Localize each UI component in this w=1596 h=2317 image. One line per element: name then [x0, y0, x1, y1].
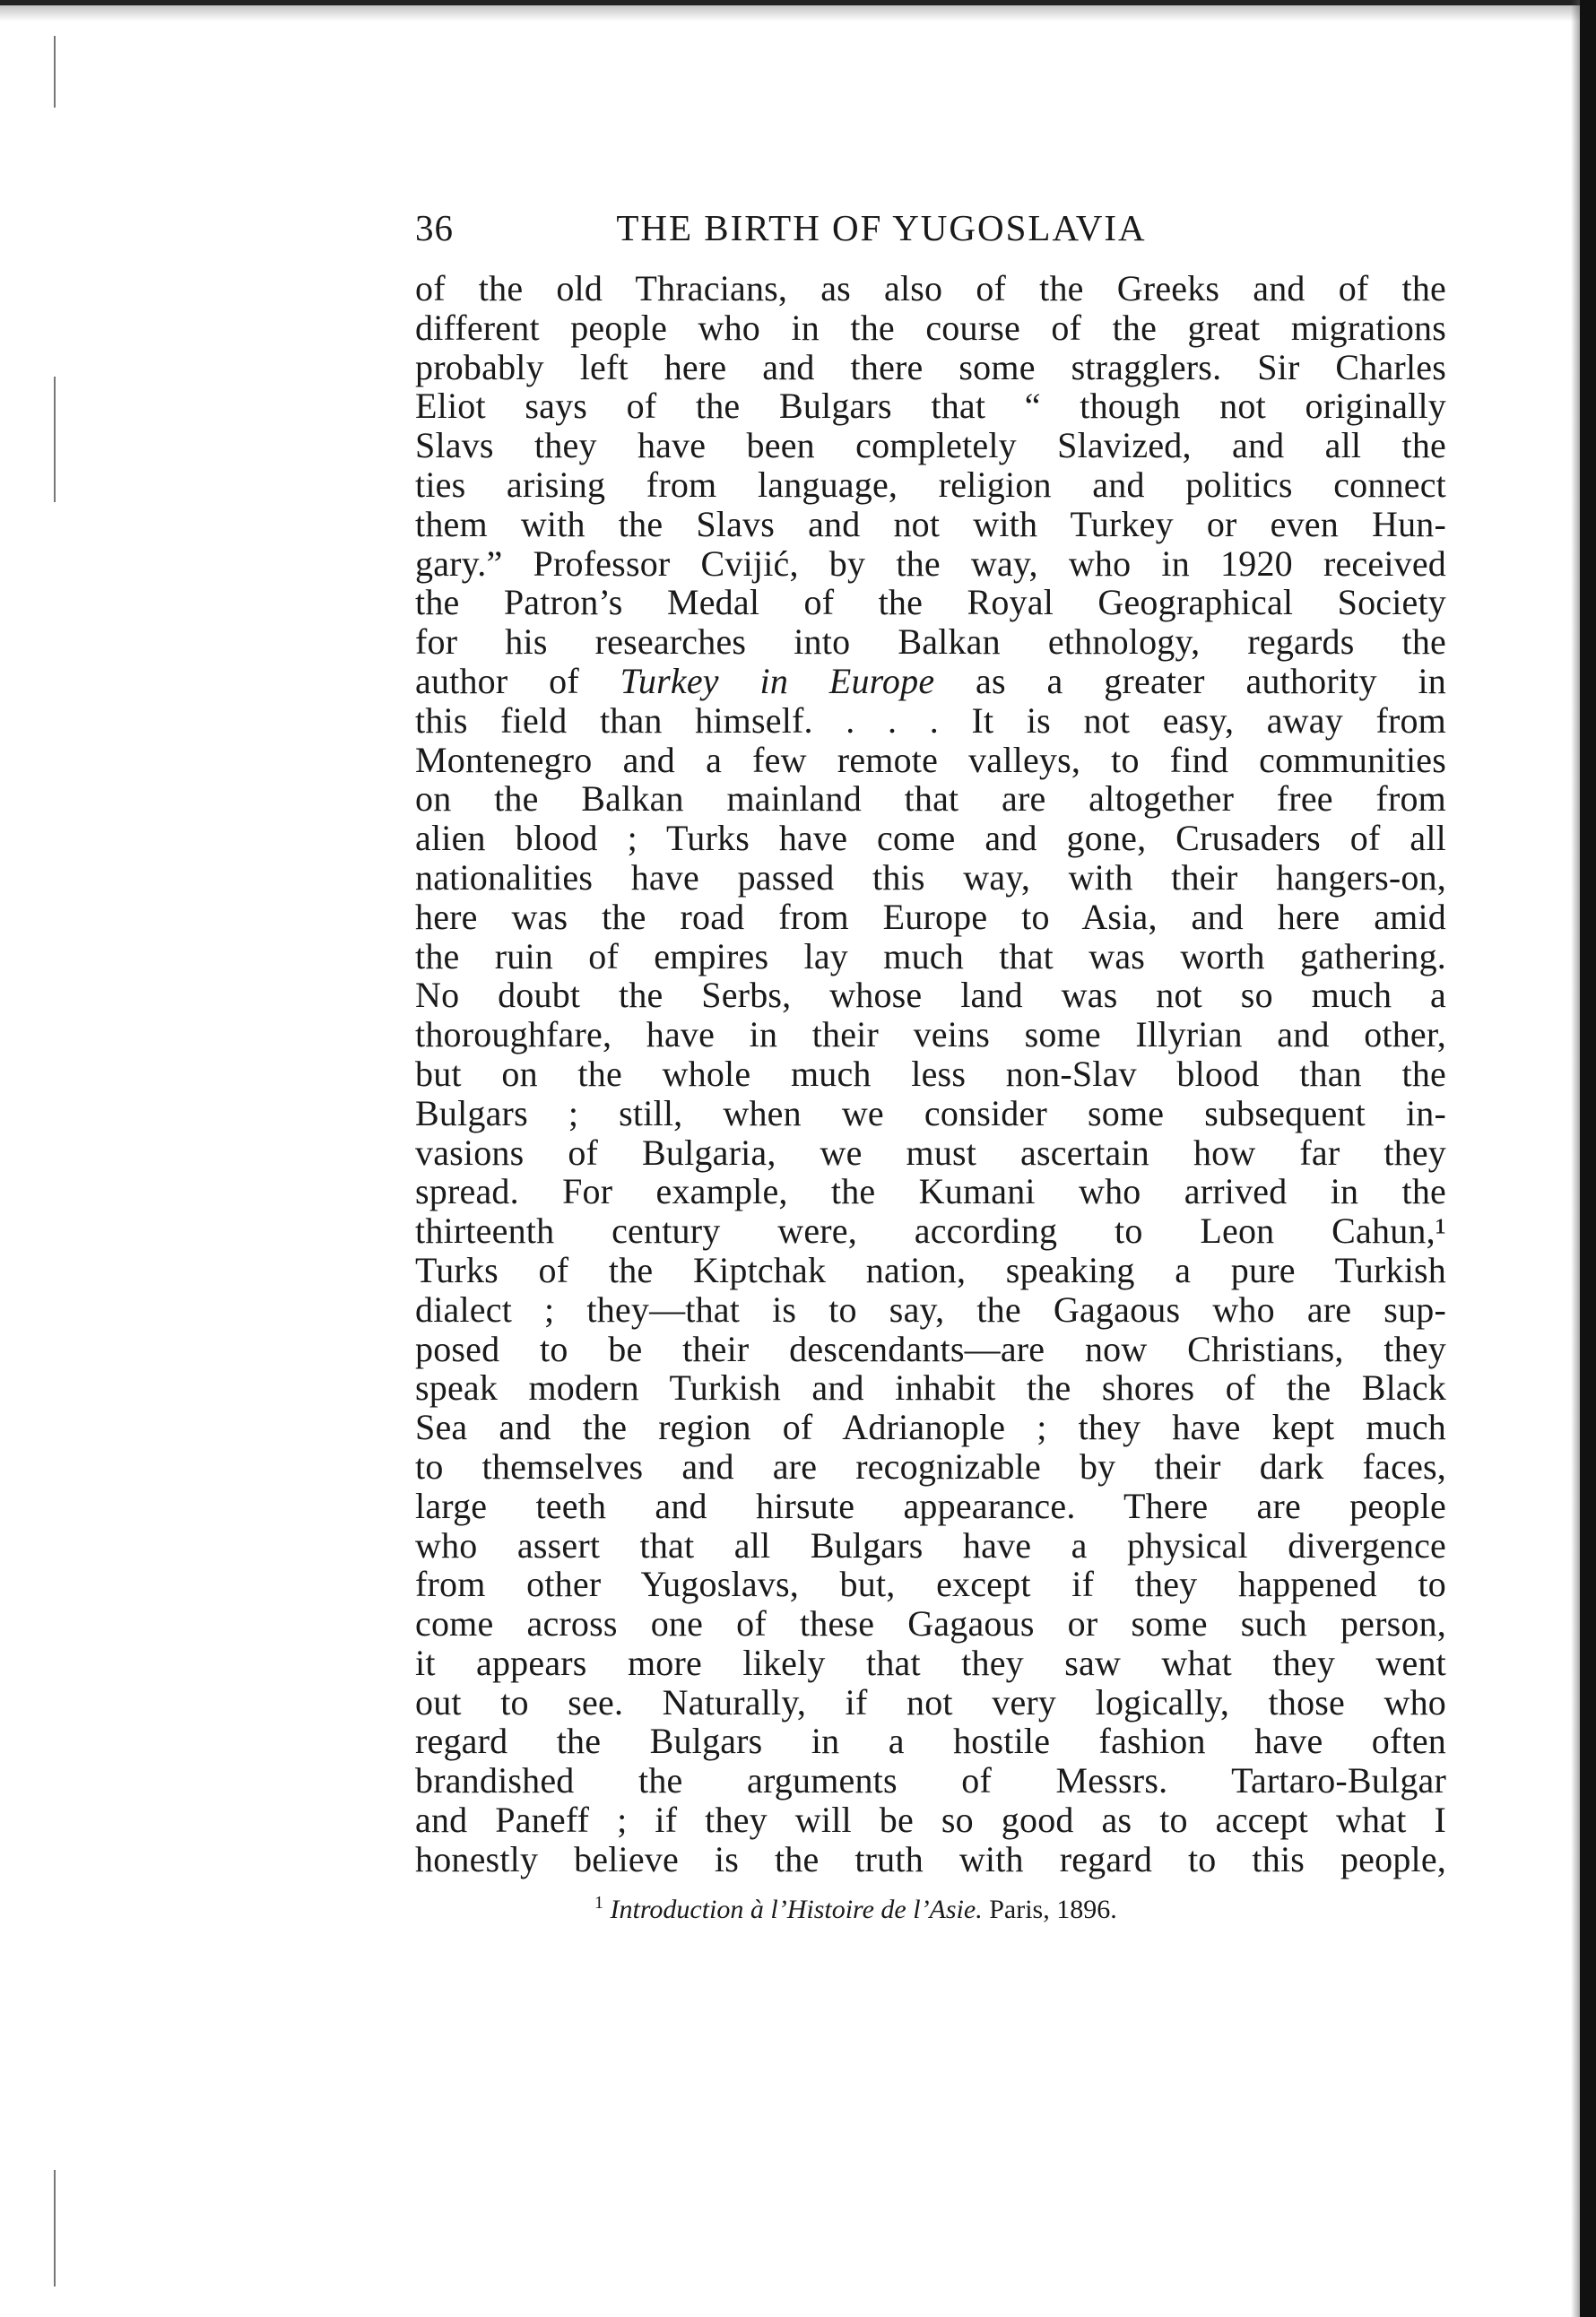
text-line: different people who in the course of the great migrations — [415, 307, 1446, 348]
text-line: ties arising from language, religion and politics connect — [415, 464, 1446, 505]
footnote-marker: 1 — [594, 1892, 603, 1913]
text-line: Sea and the region of Adrianople ; they have kept much — [415, 1407, 1446, 1448]
text-line: vasions of Bulgaria, we must ascertain how far they — [415, 1132, 1446, 1173]
text-line: of the old Thracians, as also of the Greeks and of the — [415, 268, 1446, 308]
text-line: Slavs they have been completely Slavized, and all the — [415, 425, 1446, 466]
text-line: out to see. Naturally, if not very logically, those who — [415, 1681, 1446, 1723]
footnote-title: Introduction à l’Histoire de l’Asie. — [610, 1894, 983, 1924]
text-line: regard the Bulgars in a hostile fashion have often — [415, 1721, 1446, 1762]
scan-mark-left — [54, 36, 56, 108]
text-line: this field than himself. . . . It is not easy, away from — [415, 699, 1446, 741]
text-line: come across one of these Gagaous or some such person, — [415, 1603, 1446, 1644]
text-line: dialect ; they—that is to say, the Gagaous who are sup- — [415, 1289, 1446, 1330]
text-line: Bulgars ; still, when we consider some subsequent in- — [415, 1092, 1446, 1133]
text-line: spread. For example, the Kumani who arrived in the — [415, 1171, 1446, 1212]
text-line: thoroughfare, have in their veins some Illyrian and other, — [415, 1014, 1446, 1055]
text-line: speak modern Turkish and inhabit the shores of the Black — [415, 1367, 1446, 1409]
text-line: honestly believe is the truth with regard to this people, — [415, 1838, 1446, 1879]
text-line: but on the whole much less non-Slav blood than the — [415, 1053, 1446, 1094]
book-page — [415, 206, 1446, 1928]
footnote-citation: Paris, 1896. — [982, 1894, 1117, 1924]
scan-shadow-right — [1571, 0, 1580, 2317]
text-line: posed to be their descendants—are now Christians, they — [415, 1328, 1446, 1369]
text-line: from other Yugoslavs, but, except if they happened to — [415, 1564, 1446, 1605]
text-line: them with the Slavs and not with Turkey or even Hun- — [415, 503, 1446, 544]
text-line: to themselves and are recognizable by their dark faces, — [415, 1445, 1446, 1487]
scan-mark-left — [54, 2170, 56, 2287]
text-line: on the Balkan mainland that are altogether free from — [415, 778, 1446, 820]
scan-border-right — [1580, 0, 1596, 2317]
text-line: alien blood ; Turks have come and gone, Crusaders of all — [415, 818, 1446, 859]
body-text — [415, 269, 1446, 1879]
text-line: No doubt the Serbs, whose land was not so much a — [415, 975, 1446, 1016]
running-head — [415, 206, 1446, 260]
text-line: the Patron’s Medal of the Royal Geographical Society — [415, 582, 1446, 623]
footnote — [415, 1885, 1446, 1928]
text-line: brandished the arguments of Messrs. Tartaro-Bulgar — [415, 1760, 1446, 1801]
text-line: here was the road from Europe to Asia, and here amid — [415, 896, 1446, 937]
text-line: nationalities have passed this way, with their hangers-on, — [415, 856, 1446, 898]
text-line: author of Turkey in Europe as a greater authority in — [415, 660, 1446, 701]
page-number: 36 — [415, 207, 454, 248]
text-line: probably left here and there some stragglers. Sir Charles — [415, 346, 1446, 387]
text-line: Montenegro and a few remote valleys, to find communities — [415, 739, 1446, 780]
text-line: thirteenth century were, according to Leon Cahun,¹ — [415, 1211, 1446, 1252]
text-line: Eliot says of the Bulgars that “ though not originally — [415, 386, 1446, 427]
scan-mark-left — [54, 377, 56, 502]
text-line: it appears more likely that they saw what they went — [415, 1642, 1446, 1683]
text-line: Turks of the Kiptchak nation, speaking a pure Turkish — [415, 1249, 1446, 1290]
text-line: who assert that all Bulgars have a physical divergence — [415, 1524, 1446, 1566]
text-line: for his researches into Balkan ethnology, regards the — [415, 621, 1446, 663]
scan-shadow-top — [0, 5, 1596, 22]
running-title: THE BIRTH OF YUGOSLAVIA — [616, 207, 1147, 248]
text-line: gary.” Professor Cvijić, by the way, who in 1920 received — [415, 542, 1446, 584]
text-line: and Paneff ; if they will be so good as to accept what I — [415, 1800, 1446, 1841]
text-line: large teeth and hirsute appearance. There are people — [415, 1485, 1446, 1526]
text-line: the ruin of empires lay much that was worth gathering. — [415, 935, 1446, 976]
